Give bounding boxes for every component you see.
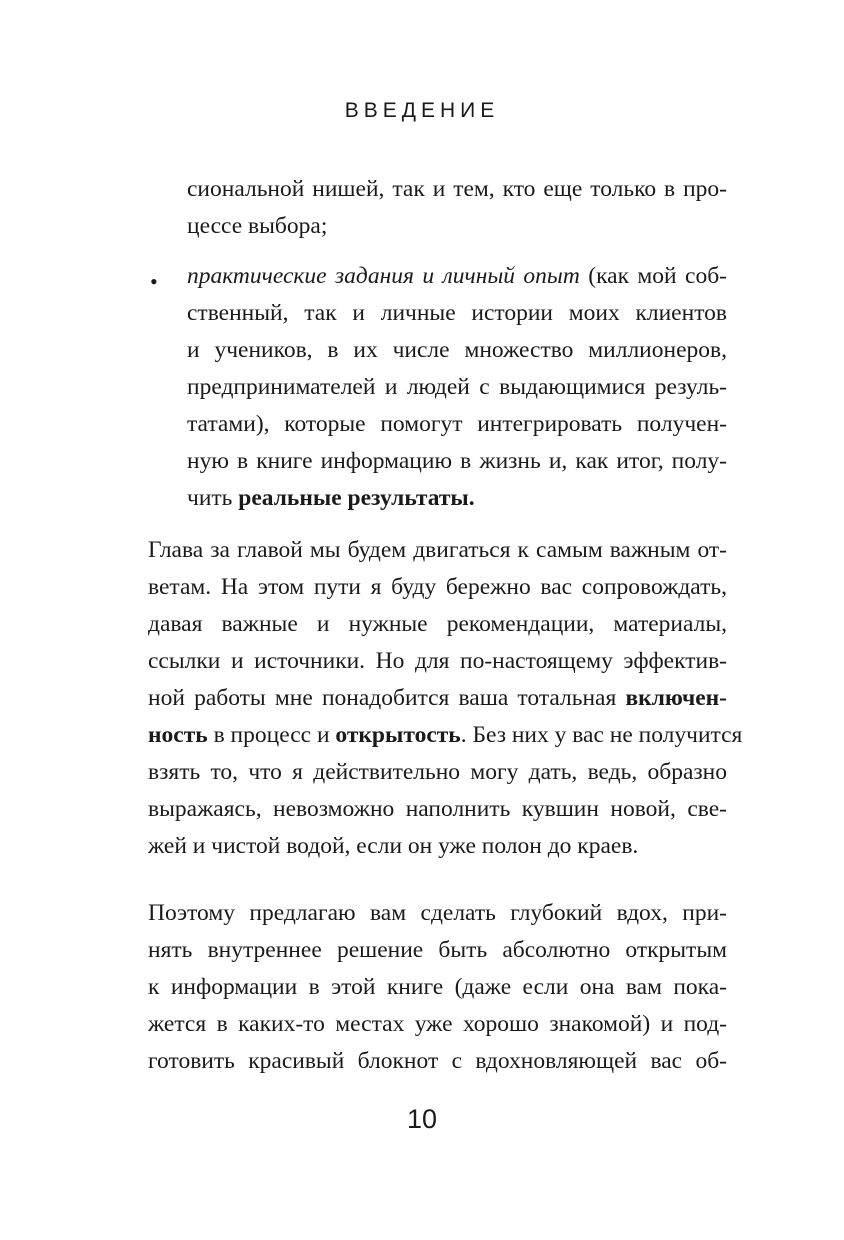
text-line: готовить красивый блокнот с вдохновляющей вас об- [148, 1048, 727, 1074]
text-line: взять то, что я действительно могу дать, ведь, образно [148, 759, 727, 785]
text-line: сиональной нишей, так и тем, кто еще только в про- [187, 176, 727, 202]
text-line: давая важные и нужные рекомендации, материалы, [148, 611, 727, 637]
continued-list-item [187, 171, 727, 245]
text-line: нять внутреннее решение быть абсолютно открытым [148, 937, 727, 963]
text-line [187, 258, 727, 295]
text-line: ственный, так и личные истории моих клиентов [187, 300, 727, 326]
bold-phrase: ность [148, 722, 208, 748]
text-line: ную в книге информацию в жизнь и, как итог, полу- [187, 448, 727, 474]
paragraph-2 [148, 895, 727, 1080]
text-run: (как мой соб- [579, 263, 727, 289]
page-number: 10 [406, 1104, 438, 1134]
text-line: жей и чистой водой, если он уже полон до краев. [148, 833, 639, 859]
text-line: Поэтому предлагаю вам сделать глубокий вдох, при- [148, 900, 727, 926]
text-line: предпринимателей и людей с выдающимися резуль- [187, 374, 727, 400]
italic-phrase: практические задания и личный опыт [187, 263, 580, 289]
text-line: ветам. На этом пути я буду бережно вас сопровождать, [148, 574, 727, 600]
text-line: к информации в этой книге (даже если она вам пока- [148, 974, 727, 1000]
text-line: жется в каких-то местах уже хорошо знакомой) и под- [148, 1011, 727, 1037]
text-line: выражаясь, невозможно наполнить кувшин новой, све- [148, 796, 727, 822]
text-line [187, 480, 727, 517]
text-run: чить [187, 485, 239, 511]
bullet-marker: • [150, 269, 158, 294]
text-line: ссылки и источники. Но для по-настоящему эффектив- [148, 648, 727, 674]
paragraph-1 [148, 532, 743, 865]
bold-phrase: включен- [625, 685, 727, 711]
bullet-list-item [187, 258, 727, 517]
text-line [148, 717, 743, 754]
text-run: в процесс и [207, 722, 336, 748]
text-run: ной работы мне понадобится ваша тотальная [148, 685, 626, 711]
text-line: татами), которые помогут интегрировать получен- [187, 411, 727, 437]
bold-phrase: реальные результаты. [238, 485, 475, 511]
running-header: ВВЕДЕНИЕ [344, 99, 500, 122]
text-line: и учеников, в их числе множество миллионеров, [187, 337, 727, 363]
text-run: . Без них у вас не получится [460, 722, 743, 748]
text-line: Глава за главой мы будем двигаться к самым важным от- [148, 537, 727, 563]
text-line: цессе выбора; [187, 213, 328, 239]
text-line [148, 680, 727, 717]
bold-phrase: открытость [335, 722, 461, 748]
